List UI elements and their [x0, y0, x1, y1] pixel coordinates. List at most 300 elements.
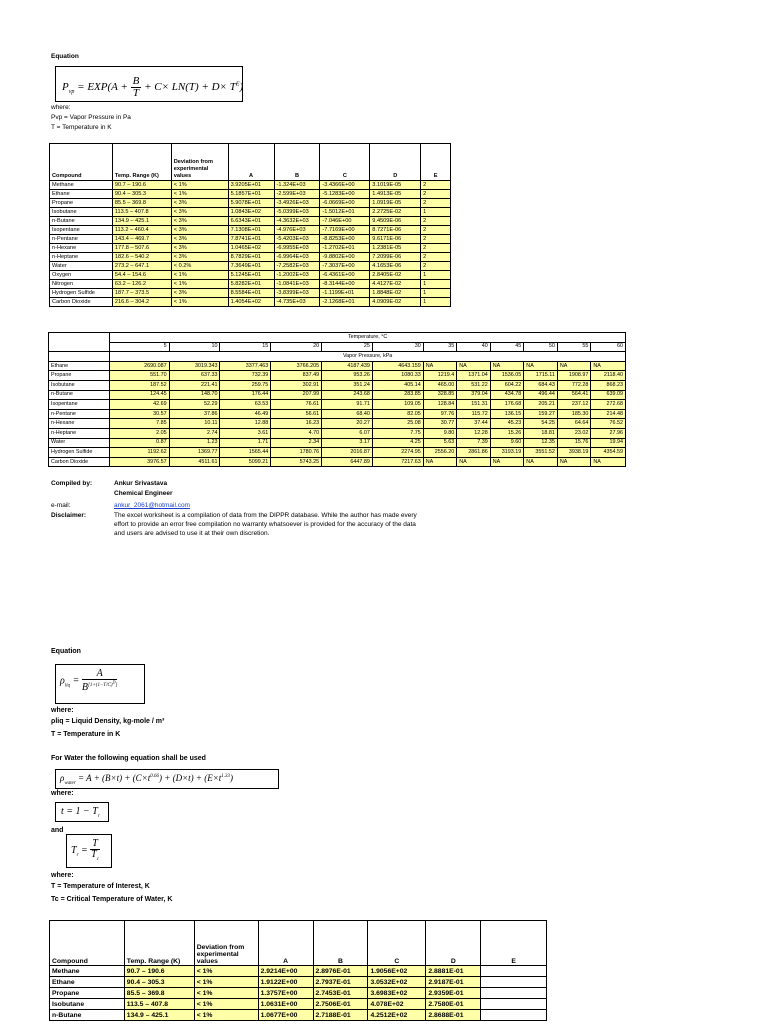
pressure-cell: NA: [423, 457, 457, 467]
compound-cell: Ethane: [50, 190, 113, 199]
pressure-cell: 207.99: [271, 390, 322, 400]
pressure-cell: 82.05: [372, 409, 423, 419]
pressure-cell: 19.94: [591, 438, 626, 448]
compound-cell: Isobutane: [50, 208, 113, 217]
compound-cell: n-Butane: [50, 1010, 125, 1021]
value-cell: < 1%: [171, 298, 228, 307]
pressure-cell: 6447.89: [322, 457, 373, 467]
value-cell: 2.7580E-01: [426, 999, 481, 1010]
column-header: C: [320, 144, 370, 181]
pressure-cell: 351.24: [322, 380, 373, 390]
pressure-cell: 5.63: [423, 438, 457, 448]
compound-cell: Ethane: [50, 977, 125, 988]
pressure-cell: 18.81: [524, 428, 558, 438]
pressure-cell: 25.08: [372, 419, 423, 429]
value-cell: -1.2002E+03: [274, 271, 320, 280]
value-cell: 54.4 – 154.6: [112, 271, 171, 280]
value-cell: 273.2 – 647.1: [112, 262, 171, 271]
pressure-cell: 2274.95: [372, 448, 423, 458]
value-cell: -6.4361E+00: [320, 271, 370, 280]
value-cell: -2.1268E+01: [320, 298, 370, 307]
pressure-cell: 15.76: [557, 438, 591, 448]
liquid-density-table: [49, 920, 547, 1021]
value-cell: 90.7 – 190.6: [124, 966, 194, 977]
value-cell: 1: [421, 208, 451, 217]
value-cell: 2.9214E+00: [258, 966, 313, 977]
compound-cell: Ethane: [49, 361, 110, 371]
table-row: [49, 448, 626, 458]
value-cell: 4.0909E-02: [370, 298, 421, 307]
table-row: [50, 280, 451, 289]
t-equation-box: [55, 802, 109, 822]
value-cell: 1.0677E+00: [258, 1010, 313, 1021]
value-cell: -1.1199E+01: [320, 289, 370, 298]
value-cell: [481, 966, 547, 977]
pressure-cell: 243.68: [322, 390, 373, 400]
pressure-cell: 176.68: [490, 400, 524, 410]
pressure-cell: 12.28: [457, 428, 491, 438]
value-cell: < 1%: [171, 271, 228, 280]
pressure-cell: 185.30: [557, 409, 591, 419]
compound-cell: Methane: [50, 181, 113, 190]
blank-cell: [49, 333, 110, 343]
column-header: E: [481, 921, 547, 966]
value-cell: -7.046E+00: [320, 217, 370, 226]
value-cell: 4.1653E-06: [370, 262, 421, 271]
pressure-cell: 1.23: [169, 438, 220, 448]
compound-cell: n-Pentane: [50, 235, 113, 244]
pressure-cell: 205.21: [524, 400, 558, 410]
column-header: A: [258, 921, 313, 966]
value-cell: 85.5 – 369.8: [112, 199, 171, 208]
value-cell: -3.4926E+03: [274, 199, 320, 208]
table-row: [49, 400, 626, 410]
value-cell: 1.0631E+00: [258, 999, 313, 1010]
value-cell: 1.9122E+00: [258, 977, 313, 988]
pressure-cell: 2.74: [169, 428, 220, 438]
pressure-cell: 16.23: [271, 419, 322, 429]
value-cell: 90.4 – 305.3: [112, 190, 171, 199]
pressure-cell: 15.26: [490, 428, 524, 438]
pressure-cell: 434.78: [490, 390, 524, 400]
pressure-cell: 868.23: [591, 380, 626, 390]
table-row: [50, 226, 451, 235]
value-cell: 3.1019E-05: [370, 181, 421, 190]
table-row: [50, 199, 451, 208]
pressure-cell: 953.26: [322, 371, 373, 381]
value-cell: 1: [421, 280, 451, 289]
pressure-cell: 684.43: [524, 380, 558, 390]
value-cell: 2.7453E-01: [313, 988, 368, 999]
column-header: Deviation from experimental values: [171, 144, 228, 181]
pressure-cell: 4.25: [372, 438, 423, 448]
pressure-cell: 46.49: [220, 409, 271, 419]
disclaimer-label: Disclaimer:: [51, 512, 87, 519]
table-row: [50, 988, 547, 999]
table-row: [50, 208, 451, 217]
pressure-cell: 3938.19: [557, 448, 591, 458]
tr-equation-formula: $T_r$ = $\frac{T}{T_c}$: [71, 838, 99, 862]
pressure-cell: 124.45: [110, 390, 169, 400]
water-where: where:: [51, 790, 74, 797]
pressure-cell: 837.49: [271, 371, 322, 381]
t-equation-formula: $t = 1 - T_r$: [61, 806, 100, 819]
value-cell: 2.7506E-01: [313, 999, 368, 1010]
value-cell: 2: [421, 190, 451, 199]
temperature-cell: 60: [591, 342, 626, 352]
value-cell: 2.7188E-01: [313, 1010, 368, 1021]
pressure-cell: 30.57: [110, 409, 169, 419]
column-header: A: [228, 144, 274, 181]
pressure-cell: 3976.57: [110, 457, 169, 467]
compound-cell: Isobutane: [49, 380, 110, 390]
ld-where: where:: [51, 707, 74, 714]
pressure-cell: NA: [557, 457, 591, 467]
compound-cell: Hydrogen Sulfide: [49, 448, 110, 458]
value-cell: < 1%: [194, 1010, 258, 1021]
pressure-cell: 2861.86: [457, 448, 491, 458]
pressure-cell: 76.61: [271, 400, 322, 410]
pressure-cell: 10.11: [169, 419, 220, 429]
pressure-cell: 3766.205: [271, 361, 322, 371]
value-cell: -6.0669E+00: [320, 199, 370, 208]
column-header: D: [370, 144, 421, 181]
value-cell: 113.2 – 460.4: [112, 226, 171, 235]
water-equation-box: [55, 769, 279, 789]
value-cell: 2: [421, 226, 451, 235]
pressure-cell: 1565.44: [220, 448, 271, 458]
pressure-cell: NA: [524, 361, 558, 371]
table-row: [49, 390, 626, 400]
value-cell: 1.9056E+02: [368, 966, 426, 977]
compound-cell: n-Heptane: [49, 428, 110, 438]
compound-cell: Carbon Dioxide: [49, 457, 110, 467]
value-cell: -9.8802E+00: [320, 253, 370, 262]
table-row: [50, 181, 451, 190]
temperature-title: Temperature, °C: [110, 333, 626, 343]
pressure-cell: 2690.087: [110, 361, 169, 371]
temperature-title-row: [49, 333, 626, 343]
pressure-cell: 97.76: [423, 409, 457, 419]
value-cell: < 3%: [171, 289, 228, 298]
email-link[interactable]: ankur_2061@hotmail.com: [114, 502, 190, 509]
value-cell: 2.8688E-01: [426, 1010, 481, 1021]
compound-cell: Hydrogen Sulfide: [50, 289, 113, 298]
compound-cell: n-Hexane: [50, 244, 113, 253]
pressure-cell: 3551.52: [524, 448, 558, 458]
table-row: [50, 271, 451, 280]
compiled-by-label: Compiled by:: [51, 480, 93, 487]
table-row: [49, 457, 626, 467]
column-header: Temp. Range (K): [112, 144, 171, 181]
pressure-cell: 283.85: [372, 390, 423, 400]
value-cell: -5.0399E+03: [274, 208, 320, 217]
pressure-cell: 531.22: [457, 380, 491, 390]
disclaimer-line-2: effort to provide an error free compilation no warranty whatsoever is provided for the accuracy of the data: [114, 521, 416, 528]
compound-cell: Isopentane: [49, 400, 110, 410]
pressure-cell: 639.09: [591, 390, 626, 400]
pressure-cell: 42.69: [110, 400, 169, 410]
table-row: [49, 380, 626, 390]
compound-cell: n-Heptane: [50, 253, 113, 262]
pressure-cell: 637.33: [169, 371, 220, 381]
table-row: [50, 217, 451, 226]
value-cell: < 3%: [171, 253, 228, 262]
pressure-title: Vapor Pressure, kPa: [110, 352, 626, 362]
pressure-cell: 1908.97: [557, 371, 591, 381]
pressure-cell: 237.12: [557, 400, 591, 410]
value-cell: 2: [421, 262, 451, 271]
value-cell: 7.8741E+01: [228, 235, 274, 244]
vp-constants-table: [49, 143, 451, 307]
pressure-cell: 63.53: [220, 400, 271, 410]
pressure-cell: 4.70: [271, 428, 322, 438]
value-cell: 2.7937E-01: [313, 977, 368, 988]
column-header: Temp. Range (K): [124, 921, 194, 966]
pressure-cell: 302.91: [271, 380, 322, 390]
column-header: B: [274, 144, 320, 181]
vp-equation-formula: $P_{vp} = EXP(A$ + $\frac{B}{T}$ + $C\times LN(T) + D\times T^E$): [62, 75, 244, 99]
pressure-cell: 187.52: [110, 380, 169, 390]
pressure-cell: 76.52: [591, 419, 626, 429]
value-cell: 8.7271E-06: [370, 226, 421, 235]
value-cell: 3.6983E+02: [368, 988, 426, 999]
ld-definition-temperature-interest: T = Temperature of Interest, K: [51, 883, 150, 890]
table-row: [49, 438, 626, 448]
temperature-cell: 15: [220, 342, 271, 352]
pressure-cell: NA: [457, 361, 491, 371]
temperature-cell: 55: [557, 342, 591, 352]
table-row: [49, 361, 626, 371]
value-cell: -4.735E+03: [274, 298, 320, 307]
table-row: [49, 428, 626, 438]
compound-cell: Isobutane: [50, 999, 125, 1010]
vp-equation-box: [55, 66, 243, 102]
value-cell: -3.8399E+03: [274, 289, 320, 298]
value-cell: 5.1857E+01: [228, 190, 274, 199]
value-cell: 2.8976E-01: [313, 966, 368, 977]
pressure-cell: 405.14: [372, 380, 423, 390]
value-cell: 2: [421, 181, 451, 190]
pressure-cell: 604.22: [490, 380, 524, 390]
value-cell: 1.2381E-05: [370, 244, 421, 253]
value-cell: 113.5 – 407.8: [124, 999, 194, 1010]
vp-where: where:: [51, 104, 71, 111]
pressure-cell: 1369.77: [169, 448, 220, 458]
compound-cell: n-Butane: [50, 217, 113, 226]
value-cell: < 1%: [171, 280, 228, 289]
value-cell: -6.9955E+03: [274, 244, 320, 253]
value-cell: 2.8881E-01: [426, 966, 481, 977]
column-header: C: [368, 921, 426, 966]
value-cell: [481, 999, 547, 1010]
pressure-cell: 1080.33: [372, 371, 423, 381]
pressure-cell: 564.41: [557, 390, 591, 400]
value-cell: 3.0532E+02: [368, 977, 426, 988]
value-cell: 1: [421, 289, 451, 298]
pressure-cell: 115.72: [457, 409, 491, 419]
pressure-cell: 7217.63: [372, 457, 423, 467]
value-cell: 143.4 – 469.7: [112, 235, 171, 244]
value-cell: -6.9964E+03: [274, 253, 320, 262]
temperature-cell: 10: [169, 342, 220, 352]
temperature-cell: 50: [524, 342, 558, 352]
pressure-cell: NA: [423, 361, 457, 371]
value-cell: 4.2512E+02: [368, 1010, 426, 1021]
pressure-cell: 176.44: [220, 390, 271, 400]
value-cell: 2.9359E-01: [426, 988, 481, 999]
value-cell: 2: [421, 217, 451, 226]
pressure-cell: 1715.11: [524, 371, 558, 381]
value-cell: < 3%: [171, 208, 228, 217]
value-cell: < 1%: [194, 977, 258, 988]
pressure-cell: 4354.59: [591, 448, 626, 458]
vp-definition-pressure: Pvp = Vapor Pressure in Pa: [51, 114, 131, 121]
value-cell: 7.1308E+01: [228, 226, 274, 235]
value-cell: < 1%: [194, 988, 258, 999]
vapor-pressure-table: [48, 332, 626, 467]
value-cell: 63.2 – 126.2: [112, 280, 171, 289]
compound-cell: Carbon Dioxide: [50, 298, 113, 307]
author-name: Ankur Srivastava: [114, 480, 168, 487]
pressure-cell: 272.68: [591, 400, 626, 410]
value-cell: -3.4366E+00: [320, 181, 370, 190]
pressure-cell: 259.75: [220, 380, 271, 390]
water-equation-formula: $\rho_{water} = A + (B\times t) + (C\times t^{0.66}) + (D\times t) + (E\times t^{1.33})$: [60, 773, 234, 786]
table-row: [50, 244, 451, 253]
pressure-cell: 4643.159: [372, 361, 423, 371]
disclaimer-line-1: The excel worksheet is a compilation of data from the DIPPR database. While the author has made every: [114, 512, 417, 519]
value-cell: 2.9187E-01: [426, 977, 481, 988]
pressure-cell: 52.29: [169, 400, 220, 410]
pressure-cell: 221.41: [169, 380, 220, 390]
pressure-cell: 214.48: [591, 409, 626, 419]
pressure-cell: 4187.439: [322, 361, 373, 371]
pressure-cell: 2118.40: [591, 371, 626, 381]
temperature-cell: 30: [372, 342, 423, 352]
compound-cell: Oxygen: [50, 271, 113, 280]
pressure-cell: 23.02: [557, 428, 591, 438]
pressure-cell: NA: [591, 457, 626, 467]
value-cell: 2: [421, 253, 451, 262]
pressure-cell: NA: [591, 361, 626, 371]
value-cell: 2: [421, 199, 451, 208]
value-cell: 2: [421, 235, 451, 244]
value-cell: 90.4 – 305.3: [124, 977, 194, 988]
value-cell: < 1%: [194, 999, 258, 1010]
table-row: [49, 371, 626, 381]
value-cell: < 3%: [171, 235, 228, 244]
pressure-cell: 37.44: [457, 419, 491, 429]
pressure-cell: 27.96: [591, 428, 626, 438]
table-row: [50, 977, 547, 988]
pressure-cell: 128.84: [423, 400, 457, 410]
pressure-cell: 1.71: [220, 438, 271, 448]
value-cell: 9.4509E-06: [370, 217, 421, 226]
email-label: e-mail:: [51, 502, 71, 509]
compound-cell: n-Hexane: [49, 419, 110, 429]
pressure-cell: NA: [490, 457, 524, 467]
value-cell: -1.324E+03: [274, 181, 320, 190]
ld-definition-temperature: T = Temperature in K: [51, 731, 121, 738]
water-equation-note: For Water the following equation shall be used: [51, 755, 206, 762]
value-cell: 4.4127E-02: [370, 280, 421, 289]
value-cell: 216.6 – 304.2: [112, 298, 171, 307]
value-cell: 5.9078E+01: [228, 199, 274, 208]
column-header: E: [421, 144, 451, 181]
column-header: Compound: [50, 921, 125, 966]
table-row: [49, 419, 626, 429]
pressure-cell: 1371.04: [457, 371, 491, 381]
temperature-cell: 25: [322, 342, 373, 352]
value-cell: -4.3632E+03: [274, 217, 320, 226]
table-row: [49, 409, 626, 419]
pressure-cell: 465.00: [423, 380, 457, 390]
pressure-cell: 37.86: [169, 409, 220, 419]
pressure-cell: 3.17: [322, 438, 373, 448]
pressure-cell: 1536.05: [490, 371, 524, 381]
pressure-cell: NA: [457, 457, 491, 467]
value-cell: < 3%: [171, 244, 228, 253]
value-cell: 1.0465E+02: [228, 244, 274, 253]
value-cell: 1.0919E-05: [370, 199, 421, 208]
table-header-row: [50, 144, 451, 181]
value-cell: -5.1283E+00: [320, 190, 370, 199]
pressure-cell: 1219.4: [423, 371, 457, 381]
pressure-cell: 3377.463: [220, 361, 271, 371]
value-cell: -5.4203E+03: [274, 235, 320, 244]
temperature-cell: 40: [457, 342, 491, 352]
value-cell: < 1%: [194, 966, 258, 977]
value-cell: 85.5 – 369.8: [124, 988, 194, 999]
column-header: D: [426, 921, 481, 966]
pressure-cell: NA: [490, 361, 524, 371]
value-cell: 2: [421, 244, 451, 253]
pressure-cell: 551.70: [110, 371, 169, 381]
value-cell: 6.6343E+01: [228, 217, 274, 226]
pressure-cell: 5743.25: [271, 457, 322, 467]
compound-cell: Water: [49, 438, 110, 448]
pressure-cell: 91.71: [322, 400, 373, 410]
pressure-cell: 3193.19: [490, 448, 524, 458]
pressure-cell: 3.61: [220, 428, 271, 438]
value-cell: -7.7169E+00: [320, 226, 370, 235]
value-cell: < 3%: [171, 217, 228, 226]
ld-equation-box: [55, 664, 145, 704]
value-cell: 3.9205E+01: [228, 181, 274, 190]
pressure-cell: 2.05: [110, 428, 169, 438]
pressure-cell: NA: [557, 361, 591, 371]
value-cell: 1: [421, 271, 451, 280]
value-cell: -8.3144E+00: [320, 280, 370, 289]
pressure-cell: 109.05: [372, 400, 423, 410]
table-row: [50, 999, 547, 1010]
value-cell: < 3%: [171, 226, 228, 235]
blank-cell: [49, 342, 110, 352]
pressure-cell: 20.27: [322, 419, 373, 429]
pressure-cell: 151.31: [457, 400, 491, 410]
disclaimer-line-3: and users are advised to use it at their own discretion.: [114, 530, 270, 537]
pressure-cell: 0.87: [110, 438, 169, 448]
blank-cell: [49, 352, 110, 362]
temperature-cell: 35: [423, 342, 457, 352]
pressure-cell: 56.61: [271, 409, 322, 419]
value-cell: -7.3037E+00: [320, 262, 370, 271]
pressure-cell: 68.40: [322, 409, 373, 419]
pressure-cell: 4511.61: [169, 457, 220, 467]
temperature-cell: 5: [110, 342, 169, 352]
value-cell: 1.4054E+02: [228, 298, 274, 307]
